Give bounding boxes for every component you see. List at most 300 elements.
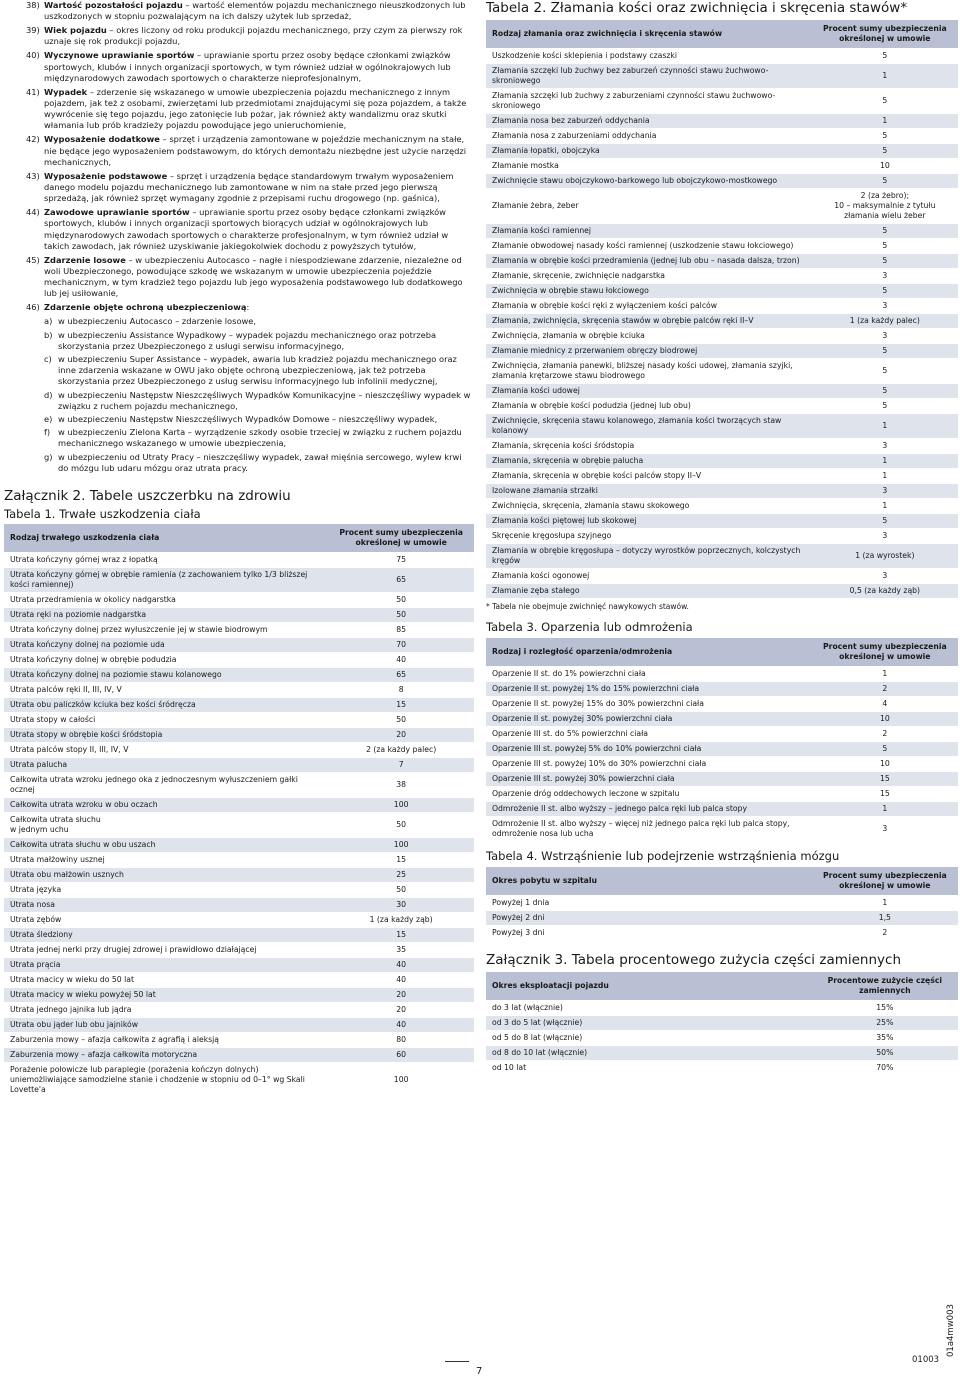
table4-concussion xyxy=(486,867,958,940)
table-cell-label: Złamania kości ogonowej xyxy=(486,569,812,584)
table-cell-label: Złamania w obrębie kości ręki z wyłączeniem kości palców xyxy=(486,299,812,314)
definition-subitem xyxy=(44,452,474,474)
table-row xyxy=(486,499,958,514)
table4-header-percent: Procent sumy ubezpieczenia określonej w umowie xyxy=(812,867,958,896)
definition-text: – zderzenie się wskazanego w umowie ubezpieczenia pojazdu mechanicznego z innym pojazdem, jak też z osobami, zwierzętami lub przedmiotami znajdującymi się poza pojazdem, a także wywrócenie się tego pojazdu, jego zatonięcie lub pożar, jak również akty wandalizmu oraz skutki włamania lub prób kradzieży pojazdu powodujące jego unieruchomienie, xyxy=(44,86,467,131)
table-cell-label: Oparzenie II st. do 1% powierzchni ciała xyxy=(486,667,812,682)
table-cell-percent: 50% xyxy=(812,1046,958,1061)
definition-subitem xyxy=(44,354,474,388)
definition-number: 39) xyxy=(26,25,40,36)
table-cell-label: Złamania szczęki lub żuchwy z zaburzeniami czynności stawu żuchwowo-skroniowego xyxy=(486,89,812,114)
definition-subitem xyxy=(44,427,474,449)
table-cell-label: Odmrożenie II st. albo wyższy – więcej niż jednego palca ręki lub palca stopy, odmrożenie nosa lub ucha xyxy=(486,817,812,842)
table-cell-percent: 1 xyxy=(812,414,958,439)
table-row xyxy=(486,896,958,911)
table-row xyxy=(486,359,958,384)
table-cell-percent: 50 xyxy=(328,813,474,838)
table-cell-label: Utrata kończyny dolnej przez wyłuszczenie jej w stawie biodrowym xyxy=(4,623,328,638)
table-row xyxy=(4,958,474,973)
definition-item xyxy=(4,255,474,300)
table-row xyxy=(486,1061,958,1076)
table-cell-percent: 15 xyxy=(328,698,474,713)
table-cell-percent: 25 xyxy=(328,868,474,883)
table-row xyxy=(4,798,474,813)
definition-text: – okres liczony od roku produkcji pojazdu mechanicznego, przy czym za pierwszy rok uznaje się rok produkcji pojazdu, xyxy=(44,25,463,47)
table-cell-label: Złamania nosa z zaburzeniami oddychania xyxy=(486,129,812,144)
table-cell-label: Utrata śledziony xyxy=(4,928,328,943)
table-cell-percent: 60 xyxy=(328,1048,474,1063)
table-row xyxy=(486,89,958,114)
table-row xyxy=(486,926,958,941)
table-cell-label: Złamania nosa bez zaburzeń oddychania xyxy=(486,114,812,129)
table-cell-percent: 38 xyxy=(328,773,474,798)
definition-number: 43) xyxy=(26,170,40,181)
table-cell-label: od 8 do 10 lat (włącznie) xyxy=(486,1046,812,1061)
subitem-letter: a) xyxy=(44,316,53,327)
table-cell-percent: 0,5 (za każdy ząb) xyxy=(812,584,958,599)
table-cell-percent: 25% xyxy=(812,1016,958,1031)
table-cell-percent: 20 xyxy=(328,728,474,743)
table-cell-percent: 5 xyxy=(812,49,958,64)
table-cell-label: Złamanie zęba stałego xyxy=(486,584,812,599)
table1-permanent-injuries xyxy=(4,524,474,1097)
definition-number: 40) xyxy=(26,50,40,61)
table-row xyxy=(486,697,958,712)
table-row xyxy=(486,742,958,757)
definition-subitem xyxy=(44,316,474,327)
table-row xyxy=(4,928,474,943)
table-cell-label: Oparzenie dróg oddechowych leczone w szpitalu xyxy=(486,787,812,802)
table-cell-percent: 3 xyxy=(812,329,958,344)
table-row xyxy=(4,1063,474,1098)
table-cell-percent: 5 xyxy=(812,384,958,399)
annex2-title: Załącznik 2. Tabele uszczerbku na zdrowiu xyxy=(4,488,291,505)
table-row xyxy=(486,399,958,414)
definition-item xyxy=(4,0,474,22)
table-cell-percent: 40 xyxy=(328,653,474,668)
table-cell-percent: 3 xyxy=(812,817,958,842)
table-row xyxy=(486,757,958,772)
table-cell-percent: 10 xyxy=(812,712,958,727)
definition-term: Wyposażenie podstawowe xyxy=(44,170,168,181)
table3-header-type: Rodzaj i rozległość oparzenia/odmrożenia xyxy=(486,638,812,667)
annex3-header-period: Okres eksploatacji pojazdu xyxy=(486,972,812,1001)
table-cell-percent: 10 xyxy=(812,757,958,772)
table-cell-percent: 5 xyxy=(812,514,958,529)
table-cell-percent: 3 xyxy=(812,439,958,454)
table-row xyxy=(486,484,958,499)
definition-item xyxy=(4,50,474,84)
table-row xyxy=(486,529,958,544)
table-cell-percent: 70 xyxy=(328,638,474,653)
table-cell-label: Całkowita utrata słuchu w jednym uchu xyxy=(4,813,328,838)
annex3-title: Załącznik 3. Tabela procentowego zużycia części zamiennych xyxy=(486,952,901,968)
table-cell-label: od 5 do 8 lat (włącznie) xyxy=(486,1031,812,1046)
document-code: 01003 xyxy=(912,1355,940,1365)
definition-subitem xyxy=(44,414,474,425)
table2-header-percent: Procent sumy ubezpieczenia określonej w umowie xyxy=(812,20,958,49)
table-cell-percent: 1 xyxy=(812,667,958,682)
table-row xyxy=(486,1016,958,1031)
table-row xyxy=(486,299,958,314)
subitem-letter: b) xyxy=(44,329,53,340)
table-row xyxy=(4,883,474,898)
table-cell-label: Złamanie żebra, żeber xyxy=(486,189,812,224)
table-cell-label: Powyżej 2 dni xyxy=(486,911,812,926)
table4-title: Tabela 4. Wstrząśnienie lub podejrzenie wstrząśnienia mózgu xyxy=(486,849,840,863)
table-cell-percent: 100 xyxy=(328,1063,474,1098)
table-cell-label: Izolowane złamania strzałki xyxy=(486,484,812,499)
table-row xyxy=(4,1033,474,1048)
definition-number: 42) xyxy=(26,134,40,145)
table-row xyxy=(486,49,958,64)
table-cell-label: Złamania kości ramiennej xyxy=(486,224,812,239)
table-row xyxy=(486,384,958,399)
table-cell-percent: 5 xyxy=(812,344,958,359)
definition-term: Wyposażenie dodatkowe xyxy=(44,134,160,145)
table-cell-label: Zaburzenia mowy – afazja całkowita motoryczna xyxy=(4,1048,328,1063)
table-row xyxy=(4,683,474,698)
subitem-letter: e) xyxy=(44,414,53,425)
table-cell-percent: 1 xyxy=(812,64,958,89)
table1-header-type: Rodzaj trwałego uszkodzenia ciała xyxy=(4,524,328,553)
table-cell-percent: 3 xyxy=(812,484,958,499)
table-row xyxy=(486,64,958,89)
table-row xyxy=(486,682,958,697)
table-cell-label: Złamania w obrębie kości przedramienia (jednej lub obu – nasada dalsza, trzon) xyxy=(486,254,812,269)
table-cell-percent: 65 xyxy=(328,668,474,683)
table1-title: Tabela 1. Trwałe uszkodzenia ciała xyxy=(4,507,201,522)
table-row xyxy=(486,787,958,802)
table-row xyxy=(4,1003,474,1018)
subitem-text: w ubezpieczeniu Zielona Karta – wyrządzenie szkody osobie trzeciej w związku z ruchem pojazdu mechanicznego wskazanego w umowie ubezpieczenia, xyxy=(58,427,462,449)
definition-subitem xyxy=(44,390,474,412)
table-row xyxy=(486,712,958,727)
table-row xyxy=(4,593,474,608)
table-cell-percent: 10 xyxy=(812,159,958,174)
table-row xyxy=(4,608,474,623)
table-cell-percent: 1 xyxy=(812,896,958,911)
table-cell-label: Utrata palców ręki II, III, IV, V xyxy=(4,683,328,698)
definition-number: 46) xyxy=(26,302,40,313)
table-row xyxy=(4,1048,474,1063)
table-cell-percent: 50 xyxy=(328,883,474,898)
table-row xyxy=(486,159,958,174)
table-cell-percent: 30 xyxy=(328,898,474,913)
table-cell-label: Utrata kończyny dolnej w obrębie podudzia xyxy=(4,653,328,668)
table-cell-percent: 5 xyxy=(812,174,958,189)
table-row xyxy=(4,838,474,853)
table-row xyxy=(4,853,474,868)
table-row xyxy=(4,758,474,773)
subitem-letter: g) xyxy=(44,451,53,462)
definition-text: – wartość elementów pojazdu mechanicznego nieuszkodzonych lub uszkodzonych w stopniu pozwalającym na ich dalszy użytek lub sprzedaż, xyxy=(44,0,466,22)
table-row xyxy=(486,727,958,742)
subitem-letter: f) xyxy=(44,427,51,438)
table-row xyxy=(4,743,474,758)
table-cell-percent: 1 (za każdy palec) xyxy=(812,314,958,329)
subitem-letter: d) xyxy=(44,389,53,400)
definition-number: 44) xyxy=(26,207,40,218)
table-cell-label: Oparzenie III st. powyżej 30% powierzchni ciała xyxy=(486,772,812,787)
table-row xyxy=(486,414,958,439)
table-cell-label: Utrata małżowiny usznej xyxy=(4,853,328,868)
table-cell-percent: 5 xyxy=(812,254,958,269)
table-cell-percent: 40 xyxy=(328,958,474,973)
table-cell-label: Utrata obu paliczków kciuka bez kości śródręcza xyxy=(4,698,328,713)
definition-item xyxy=(4,87,474,132)
table-row xyxy=(486,284,958,299)
table-row xyxy=(4,728,474,743)
definition-text: – sprzęt i urządzenia zamontowane w pojeździe mechanicznym na stałe, nie będące jego wyposażeniem podstawowym, do których demontażu niezbędne jest użycie narzędzi mechanicznych, xyxy=(44,134,467,167)
table-cell-label: Oparzenie II st. powyżej 30% powierzchni ciała xyxy=(486,712,812,727)
subitem-text: w ubezpieczeniu Super Assistance – wypadek, awaria lub kradzież pojazdu mechanicznego oraz inne zdarzenia wskazane w OWU jako objęte ochroną ubezpieczeniową, jak też potrzeba skorzystania przez Ubezpieczonego z usług serwisu informacyjnego lub infolinii medycznej, xyxy=(58,354,457,387)
table-cell-percent: 50 xyxy=(328,713,474,728)
table-cell-percent: 20 xyxy=(328,988,474,1003)
definition-term: Wypadek xyxy=(44,86,88,97)
definition-item xyxy=(4,25,474,47)
table3-burns xyxy=(486,638,958,841)
table-cell-percent: 3 xyxy=(812,299,958,314)
table-cell-percent: 1,5 xyxy=(812,911,958,926)
definition-number: 45) xyxy=(26,254,40,265)
table-cell-percent: 5 xyxy=(812,144,958,159)
table2-fractures xyxy=(486,20,958,598)
table-cell-percent: 5 xyxy=(812,284,958,299)
definition-text: : xyxy=(246,302,250,313)
table-row xyxy=(4,868,474,883)
definition-item xyxy=(4,134,474,168)
table-cell-label: Utrata macicy w wieku powyżej 50 lat xyxy=(4,988,328,1003)
table-cell-label: Utrata ręki na poziomie nadgarstka xyxy=(4,608,328,623)
table-cell-percent: 2 xyxy=(812,682,958,697)
definition-term: Zawodowe uprawianie sportów xyxy=(44,207,190,218)
table-cell-percent: 15% xyxy=(812,1001,958,1016)
table-cell-label: Oparzenie II st. powyżej 1% do 15% powierzchni ciała xyxy=(486,682,812,697)
table-cell-percent: 3 xyxy=(812,569,958,584)
table-cell-percent: 35 xyxy=(328,943,474,958)
table-cell-label: Utrata kończyny dolnej na poziomie uda xyxy=(4,638,328,653)
table-cell-percent: 1 xyxy=(812,499,958,514)
table-cell-percent: 100 xyxy=(328,798,474,813)
table-row xyxy=(4,638,474,653)
table-cell-label: Utrata kończyny dolnej na poziomie stawu kolanowego xyxy=(4,668,328,683)
table-cell-label: Oparzenie III st. powyżej 5% do 10% powierzchni ciała xyxy=(486,742,812,757)
table-cell-label: Utrata stopy w całości xyxy=(4,713,328,728)
table-cell-label: Zwichnięcie, skręcenia stawu kolanowego, złamania kości tworzących staw kolanowy xyxy=(486,414,812,439)
table-row xyxy=(4,988,474,1003)
table-cell-label: Odmrożenie II st. albo wyższy – jednego palca ręki lub palca stopy xyxy=(486,802,812,817)
table-cell-percent: 5 xyxy=(812,129,958,144)
table-cell-percent: 5 xyxy=(812,224,958,239)
table-cell-percent: 5 xyxy=(812,239,958,254)
table-cell-percent: 50 xyxy=(328,608,474,623)
table-cell-percent: 5 xyxy=(812,359,958,384)
table-cell-label: Utrata prącia xyxy=(4,958,328,973)
table-cell-label: Złamania w obrębie kręgosłupa – dotyczy wyrostków poprzecznych, kolczystych kręgów xyxy=(486,544,812,569)
table-row xyxy=(486,911,958,926)
table-row xyxy=(486,224,958,239)
table-cell-percent: 5 xyxy=(812,89,958,114)
table-row xyxy=(4,623,474,638)
table-cell-percent: 1 xyxy=(812,802,958,817)
table-cell-percent: 1 xyxy=(812,114,958,129)
definition-46-subitems xyxy=(4,316,474,474)
table-cell-label: Skręcenie kręgosłupa szyjnego xyxy=(486,529,812,544)
definition-text: – uprawianie sportu przez osoby będące członkami związków sportowych, klubów i innych organizacji sportowych, w tym również udział w ogólnokrajowych lub międzynarodowych zawodach sportowych o charakterze nieprofesjonalnym, xyxy=(44,50,451,83)
table-cell-label: Utrata obu małżowin usznych xyxy=(4,868,328,883)
table3-title: Tabela 3. Oparzenia lub odmrożenia xyxy=(486,620,693,634)
definition-item xyxy=(4,171,474,205)
definitions-list xyxy=(4,0,474,314)
definition-term: Zdarzenie objęte ochroną ubezpieczeniową xyxy=(44,302,247,313)
table-row xyxy=(486,174,958,189)
table-cell-percent: 100 xyxy=(328,838,474,853)
table-cell-label: Złamania kości udowej xyxy=(486,384,812,399)
table-row xyxy=(4,813,474,838)
annex3-parts-wear-table xyxy=(486,972,958,1075)
table-cell-label: Uszkodzenie kości sklepienia i podstawy czaszki xyxy=(486,49,812,64)
table-cell-label: Zwichnięcia, złamania w obrębie kciuka xyxy=(486,329,812,344)
table-row xyxy=(486,439,958,454)
table-row xyxy=(4,973,474,988)
table-row xyxy=(486,569,958,584)
table-row xyxy=(4,653,474,668)
table-row xyxy=(4,1018,474,1033)
table-cell-label: Utrata palucha xyxy=(4,758,328,773)
table-cell-label: Złamania kości piętowej lub skokowej xyxy=(486,514,812,529)
subitem-letter: c) xyxy=(44,354,52,365)
table-cell-label: Złamania, skręcenia kości śródstopia xyxy=(486,439,812,454)
table-row xyxy=(4,773,474,798)
subitem-text: w ubezpieczeniu od Utraty Pracy – nieszczęśliwy wypadek, zawał mięśnia sercowego, wylew krwi do mózgu lub udaru mózgu oraz utrata pracy. xyxy=(58,451,462,473)
table-cell-label: do 3 lat (włącznie) xyxy=(486,1001,812,1016)
table-cell-percent: 1 (za wyrostek) xyxy=(812,544,958,569)
table-row xyxy=(486,544,958,569)
table-row xyxy=(4,553,474,568)
left-column xyxy=(4,0,474,1097)
definition-subitem xyxy=(44,330,474,352)
table-cell-percent: 15 xyxy=(328,928,474,943)
table-cell-percent: 2 (za każdy palec) xyxy=(328,743,474,758)
table-row xyxy=(486,254,958,269)
definition-text: – w ubezpieczeniu Autocasco – nagłe i niespodziewane zdarzenie, niezależne od woli Ubezpieczonego, powodujące szkodę we wskazanym w umowie ubezpieczenia pojeździe mechanicznym, w tym kradzież tego pojazdu lub jego wyposażenia podstawowego lub dodatkowego lub jej usiłowanie, xyxy=(44,254,463,299)
table-cell-label: Zwichnięcia, skręcenia, złamania stawu skokowego xyxy=(486,499,812,514)
table-cell-label: od 3 do 5 lat (włącznie) xyxy=(486,1016,812,1031)
table-cell-percent: 15 xyxy=(328,853,474,868)
table-cell-percent: 3 xyxy=(812,269,958,284)
table-row xyxy=(486,314,958,329)
table-cell-percent: 35% xyxy=(812,1031,958,1046)
table-row xyxy=(4,943,474,958)
table-cell-percent: 2 xyxy=(812,926,958,941)
subitem-text: w ubezpieczeniu Autocasco – zdarzenie losowe, xyxy=(58,316,257,327)
table-cell-label: Oparzenie II st. powyżej 15% do 30% powierzchni ciała xyxy=(486,697,812,712)
table-cell-label: Oparzenie III st. do 5% powierzchni ciała xyxy=(486,727,812,742)
table-cell-label: Zwichnięcia w obrębie stawu łokciowego xyxy=(486,284,812,299)
table-cell-label: Utrata jednej nerki przy drugiej zdrowej i prawidłowo działającej xyxy=(4,943,328,958)
table-row xyxy=(486,817,958,842)
table-cell-label: Złamanie miednicy z przerwaniem obręczy biodrowej xyxy=(486,344,812,359)
definition-number: 38) xyxy=(26,0,40,10)
table-cell-label: Utrata palców stopy II, III, IV, V xyxy=(4,743,328,758)
table2-title: Tabela 2. Złamania kości oraz zwichnięcia i skręcenia stawów* xyxy=(486,0,908,16)
table-cell-percent: 75 xyxy=(328,553,474,568)
table-row xyxy=(486,1046,958,1061)
table-cell-percent: 8 xyxy=(328,683,474,698)
table-row xyxy=(486,269,958,284)
table-row xyxy=(4,698,474,713)
right-column xyxy=(486,0,958,1075)
table-row xyxy=(486,514,958,529)
subitem-text: w ubezpieczeniu Assistance Wypadkowy – wypadek pojazdu mechanicznego oraz potrzeba skorzystania przez Ubezpieczonego z usługi serwisu informacyjnego, xyxy=(58,329,437,351)
table-row xyxy=(486,114,958,129)
table-cell-label: Utrata zębów xyxy=(4,913,328,928)
table-cell-label: Utrata przedramienia w okolicy nadgarstka xyxy=(4,593,328,608)
table-row xyxy=(4,898,474,913)
definition-term: Wartość pozostałości pojazdu xyxy=(44,0,183,10)
table-cell-label: Całkowita utrata słuchu w obu uszach xyxy=(4,838,328,853)
table-row xyxy=(486,469,958,484)
table-cell-percent: 7 xyxy=(328,758,474,773)
annex3-header-percent: Procentowe zużycie części zamiennych xyxy=(812,972,958,1001)
definition-term: Wyczynowe uprawianie sportów xyxy=(44,50,195,61)
table-cell-label: Porażenie połowicze lub paraplegie (porażenia kończyn dolnych) uniemożliwiające samodzielne stanie i chodzenie w stopniu od 0–1° wg Skali Lovette'a xyxy=(4,1063,328,1098)
table-cell-percent: 15 xyxy=(812,772,958,787)
table-cell-label: od 10 lat xyxy=(486,1061,812,1076)
table-row xyxy=(486,1001,958,1016)
table-row xyxy=(4,913,474,928)
table-cell-label: Złamania, skręcenia w obrębie palucha xyxy=(486,454,812,469)
table-row xyxy=(486,802,958,817)
table-row xyxy=(486,344,958,359)
vertical-document-code: 01a4mw003 xyxy=(946,1304,956,1357)
table-cell-percent: 1 xyxy=(812,454,958,469)
table-cell-percent: 1 (za każdy ząb) xyxy=(328,913,474,928)
table-cell-percent: 50 xyxy=(328,593,474,608)
table-cell-label: Powyżej 1 dnia xyxy=(486,896,812,911)
table-cell-percent: 2 (za żebro); 10 – maksymalnie z tytułu złamania wielu żeber xyxy=(812,189,958,224)
table-cell-label: Całkowita utrata wzroku jednego oka z jednoczesnym wyłuszczeniem gałki ocznej xyxy=(4,773,328,798)
table-cell-label: Powyżej 3 dni xyxy=(486,926,812,941)
table-row xyxy=(486,239,958,254)
table-row xyxy=(486,454,958,469)
table-cell-label: Utrata języka xyxy=(4,883,328,898)
table-row xyxy=(486,189,958,224)
table-cell-label: Złamanie mostka xyxy=(486,159,812,174)
page-number: 7 xyxy=(476,1366,483,1377)
subitem-text: w ubezpieczeniu Następstw Nieszczęśliwych Wypadków Domowe – nieszczęśliwy wypadek, xyxy=(58,414,438,425)
table2-footnote: * Tabela nie obejmuje zwichnięć nawykowych stawów. xyxy=(486,602,689,611)
table-cell-percent: 15 xyxy=(812,787,958,802)
table-cell-label: Zwichnięcia, złamania panewki, bliższej nasady kości udowej, złamania szyjki, złamania krętarzowe stawu biodrowego xyxy=(486,359,812,384)
table-row xyxy=(486,129,958,144)
table-cell-percent: 5 xyxy=(812,742,958,757)
definition-number: 41) xyxy=(26,86,40,97)
table-cell-percent: 20 xyxy=(328,1003,474,1018)
definition-term: Wiek pojazdu xyxy=(44,25,107,36)
table-row xyxy=(486,667,958,682)
table-row xyxy=(486,329,958,344)
table-cell-label: Utrata obu jąder lub obu jajników xyxy=(4,1018,328,1033)
table-cell-label: Utrata kończyny górnej wraz z łopatką xyxy=(4,553,328,568)
table-cell-label: Złamania w obrębie kości podudzia (jednej lub obu) xyxy=(486,399,812,414)
table-cell-label: Całkowita utrata wzroku w obu oczach xyxy=(4,798,328,813)
definition-text: – uprawianie sportu przez osoby będące członkami związków sportowych, klubów i innych organizacji sportowych biorących udział w ogólnokrajowych lub międzynarodowych zawodach sportowych o charakterze profesjonalnym, w tym również udział w takich zawodach, jak również uzyskiwanie jakiegokolwiek dochodu z powyższych tytułów, xyxy=(44,207,449,251)
table-cell-percent: 5 xyxy=(812,399,958,414)
definition-item xyxy=(4,302,474,313)
table-cell-label: Złamania szczęki lub żuchwy bez zaburzeń czynności stawu żuchwowo-skroniowego xyxy=(486,64,812,89)
